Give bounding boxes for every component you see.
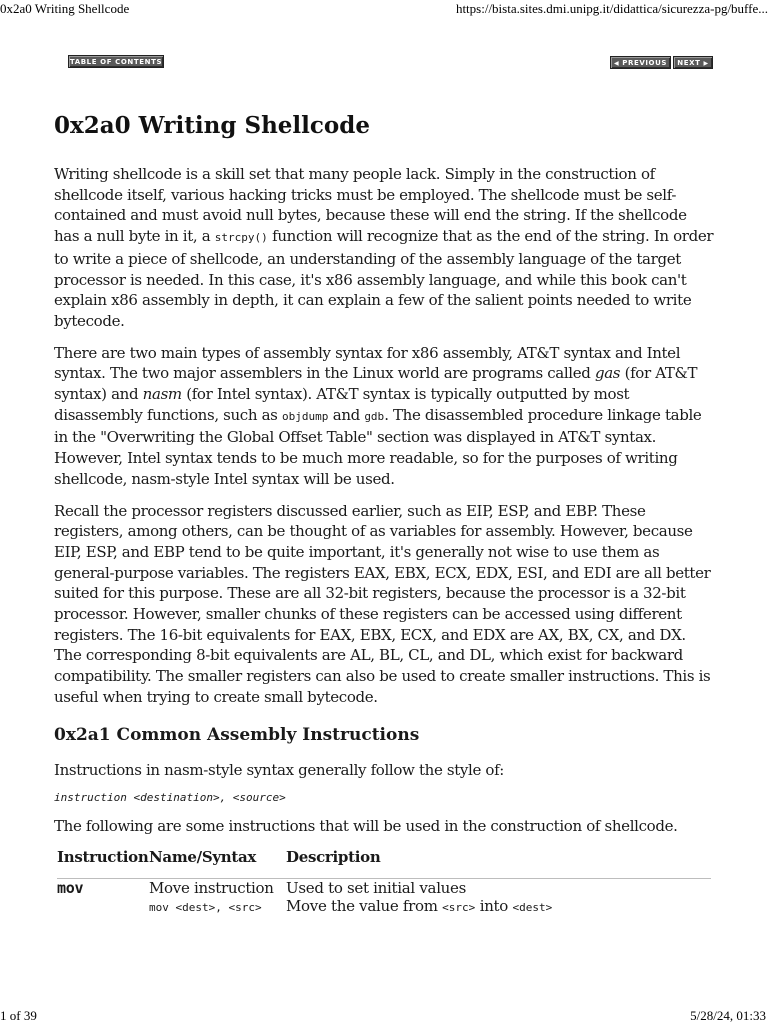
next-label: NEXT bbox=[677, 59, 701, 67]
instruction-detail: Move the value from <src> into <dest> bbox=[286, 896, 553, 915]
instruction-name: Move instruction bbox=[149, 878, 274, 897]
table-of-contents-button[interactable] bbox=[68, 55, 164, 68]
code-objdump: objdump bbox=[281, 409, 329, 423]
print-header-url: https://bista.sites.dmi.unipg.it/didattica/sicurezza-pg/buffe... bbox=[455, 1, 768, 16]
table-row bbox=[57, 878, 711, 897]
instruction-mnemonic: mov bbox=[57, 878, 84, 897]
code-strcpy: strcpy() bbox=[214, 231, 268, 245]
table-of-contents-label: TABLE OF CONTENTS bbox=[69, 58, 163, 66]
print-footer bbox=[0, 1006, 768, 1024]
term-nasm: nasm bbox=[142, 385, 182, 404]
instruction-table bbox=[57, 848, 711, 915]
term-gas: gas bbox=[594, 364, 621, 383]
paragraph-syntax: There are two main types of assembly syntax for x86 assembly, AT&T syntax and Intel syntax. The two major assemblers in the Linux world are programs called gas (for AT&T syntax) and nasm (for Intel syntax). AT&T syntax is typically outputted by most disassembly functions, such as objdump and gdb. The disassembled procedure linkage table in the "Overwriting the Global Offset Table" section was displayed in AT&T syntax. However, Intel syntax tends to be much more readable, so for the purposes of writing shellcode, nasm-style Intel syntax will be used. bbox=[54, 343, 702, 488]
article bbox=[54, 108, 714, 915]
previous-label: PREVIOUS bbox=[622, 59, 668, 67]
col-header-name-syntax: Name/Syntax bbox=[149, 848, 286, 879]
paragraph-following: The following are some instructions that will be used in the construction of shellcode. bbox=[54, 817, 678, 836]
arrow-right-icon: ▶ bbox=[703, 60, 709, 67]
syntax-example: instruction <destination>, <source> bbox=[54, 791, 286, 805]
instruction-description: Used to set initial values bbox=[286, 878, 467, 897]
print-date: 5/28/24, 01:33 bbox=[690, 1008, 766, 1023]
instruction-syntax: mov <dest>, <src> bbox=[149, 900, 262, 914]
paragraph-registers: Recall the processor registers discussed earlier, such as EIP, ESP, and EBP. These registers, among others, can be thought of as variables for assembly. However, because EIP, ESP, and EBP tend to be quite important, it's generally not wise to use them as general-purpose variables. The registers EAX, EBX, ECX, EDX, ESI, and EDI are all better suited for this purpose. These are all 32-bit registers, because the processor is a 32-bit processor. However, smaller chunks of these registers can be accessed using different registers. The 16-bit equivalents for EAX, EBX, ECX, and EDX are AX, BX, CX, and DX. The corresponding 8-bit equivalents are AL, BL, CL, and DL, which exist for backward compatibility. The smaller registers can also be used to create smaller instructions. This is useful when trying to create small bytecode. bbox=[54, 501, 711, 706]
print-header-title: 0x2a0 Writing Shellcode bbox=[0, 1, 130, 16]
previous-button[interactable] bbox=[610, 56, 671, 69]
paragraph-style: Instructions in nasm-style syntax generally follow the style of: bbox=[54, 760, 505, 779]
page-title: 0x2a0 Writing Shellcode bbox=[54, 112, 370, 139]
next-button[interactable] bbox=[673, 56, 713, 69]
arrow-left-icon: ◀ bbox=[613, 60, 620, 67]
table-row bbox=[57, 897, 711, 915]
col-header-instruction: Instruction bbox=[57, 848, 149, 879]
paragraph-intro: Writing shellcode is a skill set that many people lack. Simply in the construction of shellcode itself, various hacking tricks must be employed. The shellcode must be self-contained and must avoid null bytes, because these will end the string. If the shellcode has a null byte in it, a strcpy() function will recognize that as the end of the string. In order to write a piece of shellcode, an understanding of the assembly language of the target processor is needed. In this case, it's x86 assembly language, and while this book can't explain x86 assembly in depth, it can explain a few of the salient points needed to write bytecode. bbox=[54, 165, 714, 330]
col-header-description: Description bbox=[286, 848, 711, 879]
section-heading: 0x2a1 Common Assembly Instructions bbox=[54, 724, 420, 745]
print-header bbox=[0, 0, 768, 18]
code-gdb: gdb bbox=[364, 409, 385, 423]
page-counter: 1 of 39 bbox=[0, 1008, 37, 1023]
